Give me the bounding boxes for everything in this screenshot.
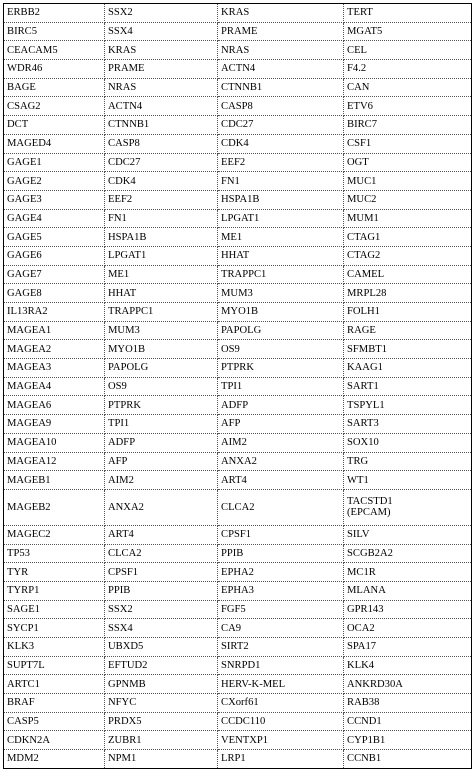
gene-cell: OS9: [218, 340, 344, 359]
gene-cell: EEF2: [105, 190, 218, 209]
gene-cell: ANXA2: [218, 452, 344, 471]
gene-cell: GAGE5: [4, 228, 105, 247]
gene-cell: CA9: [218, 619, 344, 638]
gene-cell: TYR: [4, 563, 105, 582]
gene-cell: CSAG2: [4, 97, 105, 116]
gene-cell: MGAT5: [344, 22, 472, 41]
gene-cell: ACTN4: [218, 60, 344, 79]
table-row: [4, 581, 472, 600]
table-row: [4, 116, 472, 135]
gene-cell: TPI1: [105, 415, 218, 434]
gene-cell: EPHA3: [218, 581, 344, 600]
gene-cell: PAPOLG: [218, 321, 344, 340]
gene-cell: TSPYL1: [344, 396, 472, 415]
table-row: [4, 97, 472, 116]
table-row: [4, 525, 472, 544]
gene-cell: CASP8: [218, 97, 344, 116]
gene-cell: CEL: [344, 41, 472, 60]
gene-cell: CTAG2: [344, 246, 472, 265]
gene-cell: AFP: [105, 452, 218, 471]
gene-cell: CASP8: [105, 134, 218, 153]
table-row: [4, 246, 472, 265]
table-row: [4, 228, 472, 247]
gene-cell: WDR46: [4, 60, 105, 79]
gene-cell: HSPA1B: [218, 190, 344, 209]
gene-cell: GAGE1: [4, 153, 105, 172]
table-row: [4, 712, 472, 731]
gene-cell: CAN: [344, 78, 472, 97]
gene-cell: FOLH1: [344, 303, 472, 322]
table-row: [4, 750, 472, 769]
gene-cell: CLCA2: [218, 489, 344, 525]
gene-cell: MAGED4: [4, 134, 105, 153]
gene-cell: PRAME: [218, 22, 344, 41]
gene-cell: SSX4: [105, 22, 218, 41]
gene-cell: DCT: [4, 116, 105, 135]
table-row: [4, 415, 472, 434]
gene-cell: ERBB2: [4, 4, 105, 23]
gene-cell: PPIB: [105, 581, 218, 600]
gene-cell: GAGE2: [4, 172, 105, 191]
table-row: [4, 321, 472, 340]
gene-cell: SPA17: [344, 638, 472, 657]
table-row: [4, 638, 472, 657]
gene-cell: SILV: [344, 525, 472, 544]
table-row: [4, 489, 472, 525]
gene-cell: SART3: [344, 415, 472, 434]
table-row: [4, 694, 472, 713]
gene-cell: NRAS: [105, 78, 218, 97]
gene-cell: NFYC: [105, 694, 218, 713]
gene-cell: CDK4: [105, 172, 218, 191]
table-row: [4, 4, 472, 23]
gene-cell: TRAPPC1: [218, 265, 344, 284]
table-row: [4, 209, 472, 228]
gene-cell: CDC27: [218, 116, 344, 135]
gene-cell: CCNB1: [344, 750, 472, 769]
gene-cell: ACTN4: [105, 97, 218, 116]
gene-cell: MYO1B: [218, 303, 344, 322]
gene-cell: GPNMB: [105, 675, 218, 694]
table-row: [4, 563, 472, 582]
table-row: [4, 600, 472, 619]
gene-cell: SSX2: [105, 600, 218, 619]
gene-cell: TERT: [344, 4, 472, 23]
gene-cell: SSX4: [105, 619, 218, 638]
gene-cell: SOX10: [344, 433, 472, 452]
gene-cell: EPHA2: [218, 563, 344, 582]
gene-cell: SART1: [344, 377, 472, 396]
gene-cell: NPM1: [105, 750, 218, 769]
gene-cell: CEACAM5: [4, 41, 105, 60]
gene-cell: MYO1B: [105, 340, 218, 359]
table-row: [4, 41, 472, 60]
gene-cell: ART4: [105, 525, 218, 544]
table-row: [4, 377, 472, 396]
gene-cell: CCND1: [344, 712, 472, 731]
table-row: [4, 172, 472, 191]
gene-cell: BIRC5: [4, 22, 105, 41]
gene-cell: IL13RA2: [4, 303, 105, 322]
gene-cell: MUC2: [344, 190, 472, 209]
gene-cell: EEF2: [218, 153, 344, 172]
gene-cell: CSF1: [344, 134, 472, 153]
table-row: [4, 265, 472, 284]
gene-cell: HHAT: [105, 284, 218, 303]
gene-cell: BIRC7: [344, 116, 472, 135]
gene-cell: FN1: [218, 172, 344, 191]
gene-cell: SSX2: [105, 4, 218, 23]
gene-cell: KLK4: [344, 656, 472, 675]
gene-cell: MAGEA9: [4, 415, 105, 434]
gene-cell: PTPRK: [218, 359, 344, 378]
gene-cell: CDC27: [105, 153, 218, 172]
gene-cell: BAGE: [4, 78, 105, 97]
gene-cell: CCDC110: [218, 712, 344, 731]
gene-cell: TP53: [4, 544, 105, 563]
gene-cell: ART4: [218, 471, 344, 490]
gene-cell: ME1: [105, 265, 218, 284]
gene-cell: PRDX5: [105, 712, 218, 731]
gene-cell: NRAS: [218, 41, 344, 60]
gene-cell: SAGE1: [4, 600, 105, 619]
gene-cell: ADFP: [218, 396, 344, 415]
gene-cell: WT1: [344, 471, 472, 490]
gene-cell: PPIB: [218, 544, 344, 563]
table-row: [4, 471, 472, 490]
gene-cell: KRAS: [105, 41, 218, 60]
gene-cell: KRAS: [218, 4, 344, 23]
gene-cell: CPSF1: [218, 525, 344, 544]
gene-cell: FN1: [105, 209, 218, 228]
gene-cell: MAGEA12: [4, 452, 105, 471]
gene-cell: LPGAT1: [105, 246, 218, 265]
gene-cell: MAGEA1: [4, 321, 105, 340]
gene-cell: GAGE6: [4, 246, 105, 265]
gene-cell: ME1: [218, 228, 344, 247]
table-row: [4, 544, 472, 563]
gene-cell: MAGEA2: [4, 340, 105, 359]
gene-cell: KLK3: [4, 638, 105, 657]
gene-cell: PRAME: [105, 60, 218, 79]
table-row: [4, 340, 472, 359]
table-row: [4, 78, 472, 97]
gene-cell: RAB38: [344, 694, 472, 713]
gene-cell: SUPT7L: [4, 656, 105, 675]
gene-cell: GAGE4: [4, 209, 105, 228]
gene-cell: RAGE: [344, 321, 472, 340]
gene-cell: CTNNB1: [218, 78, 344, 97]
table-row: [4, 656, 472, 675]
gene-cell: LRP1: [218, 750, 344, 769]
gene-cell: ADFP: [105, 433, 218, 452]
gene-cell: TRG: [344, 452, 472, 471]
table-row: [4, 303, 472, 322]
gene-cell: SYCP1: [4, 619, 105, 638]
gene-cell: CXorf61: [218, 694, 344, 713]
gene-cell: BRAF: [4, 694, 105, 713]
gene-table: [3, 3, 472, 769]
gene-cell: MUM1: [344, 209, 472, 228]
table-row: [4, 190, 472, 209]
gene-cell: GAGE8: [4, 284, 105, 303]
gene-cell: TYRP1: [4, 581, 105, 600]
gene-cell: OCA2: [344, 619, 472, 638]
gene-cell: OGT: [344, 153, 472, 172]
gene-cell: CTNNB1: [105, 116, 218, 135]
table-row: [4, 452, 472, 471]
table-row: [4, 396, 472, 415]
gene-cell: MC1R: [344, 563, 472, 582]
gene-cell: PTPRK: [105, 396, 218, 415]
table-row: [4, 359, 472, 378]
gene-cell: HHAT: [218, 246, 344, 265]
gene-cell: ZUBR1: [105, 731, 218, 750]
gene-cell: MAGEB1: [4, 471, 105, 490]
gene-cell: MAGEC2: [4, 525, 105, 544]
gene-cell: CTAG1: [344, 228, 472, 247]
gene-cell: SNRPD1: [218, 656, 344, 675]
gene-cell: SFMBT1: [344, 340, 472, 359]
gene-cell: SCGB2A2: [344, 544, 472, 563]
gene-cell: GAGE7: [4, 265, 105, 284]
gene-cell: AIM2: [105, 471, 218, 490]
gene-cell: CPSF1: [105, 563, 218, 582]
gene-cell: CDK4: [218, 134, 344, 153]
gene-cell: CDKN2A: [4, 731, 105, 750]
gene-cell: AFP: [218, 415, 344, 434]
gene-cell: ANXA2: [105, 489, 218, 525]
gene-cell: AIM2: [218, 433, 344, 452]
gene-cell: MRPL28: [344, 284, 472, 303]
gene-cell: ANKRD30A: [344, 675, 472, 694]
gene-cell: OS9: [105, 377, 218, 396]
gene-cell: TACSTD1 (EPCAM): [344, 489, 472, 525]
table-row: [4, 619, 472, 638]
table-row: [4, 433, 472, 452]
gene-cell: PAPOLG: [105, 359, 218, 378]
gene-cell: UBXD5: [105, 638, 218, 657]
gene-cell: ETV6: [344, 97, 472, 116]
table-row: [4, 134, 472, 153]
gene-cell: FGF5: [218, 600, 344, 619]
gene-cell: HERV-K-MEL: [218, 675, 344, 694]
table-row: [4, 60, 472, 79]
table-row: [4, 22, 472, 41]
table-row: [4, 675, 472, 694]
gene-cell: TPI1: [218, 377, 344, 396]
gene-cell: MAGEA4: [4, 377, 105, 396]
gene-cell: MUC1: [344, 172, 472, 191]
table-row: [4, 284, 472, 303]
gene-cell: MAGEA3: [4, 359, 105, 378]
gene-cell: F4.2: [344, 60, 472, 79]
gene-cell: SIRT2: [218, 638, 344, 657]
gene-cell: MUM3: [105, 321, 218, 340]
gene-cell: KAAG1: [344, 359, 472, 378]
gene-cell: MAGEB2: [4, 489, 105, 525]
gene-cell: CAMEL: [344, 265, 472, 284]
gene-cell: GAGE3: [4, 190, 105, 209]
gene-cell: CASP5: [4, 712, 105, 731]
gene-cell: HSPA1B: [105, 228, 218, 247]
table-row: [4, 153, 472, 172]
gene-cell: CYP1B1: [344, 731, 472, 750]
gene-cell: VENTXP1: [218, 731, 344, 750]
gene-cell: MLANA: [344, 581, 472, 600]
gene-cell: MDM2: [4, 750, 105, 769]
gene-cell: EFTUD2: [105, 656, 218, 675]
gene-cell: LPGAT1: [218, 209, 344, 228]
gene-cell: ARTC1: [4, 675, 105, 694]
gene-cell: CLCA2: [105, 544, 218, 563]
gene-cell: MAGEA6: [4, 396, 105, 415]
gene-table-body: [4, 4, 472, 769]
gene-cell: GPR143: [344, 600, 472, 619]
gene-cell: TRAPPC1: [105, 303, 218, 322]
gene-cell: MUM3: [218, 284, 344, 303]
gene-cell: MAGEA10: [4, 433, 105, 452]
